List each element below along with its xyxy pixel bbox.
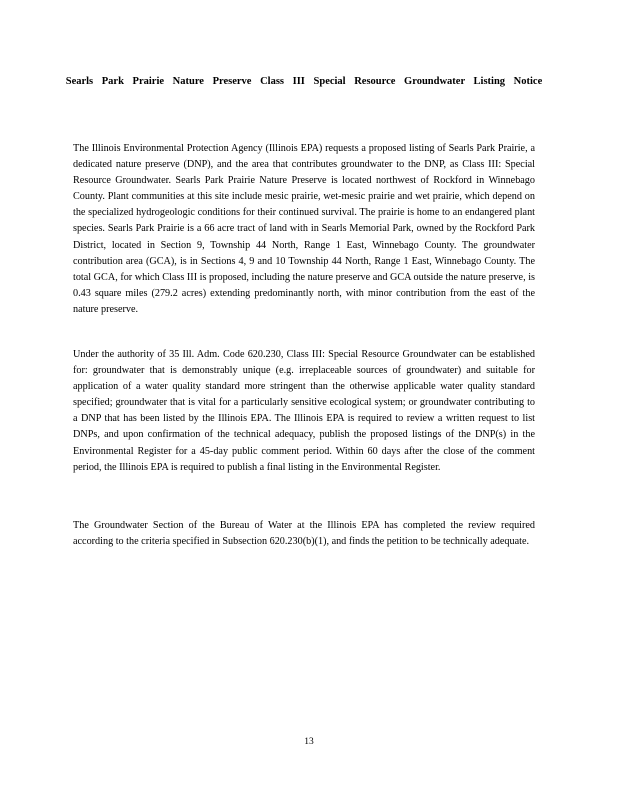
paragraph-authority: Under the authority of 35 Ill. Adm. Code 620.230, Class III: Special Resource Groundwater can be established for: groundwater that is demonstrably unique (e.g. irreplaceable sources of groundwater) and suitable for application of a water quality standard more stringent than the otherwise applicable water quality standard specified; groundwater that is vital for a particularly sensitive ecological system; or groundwater contributing to a DNP that has been listed by the Illinois EPA. The Illinois EPA is required to review a written request to list DNPs, and upon confirmation of the technical adequacy, publish the proposed listings of the DNP(s) in the Environmental Register for a 45-day public comment period. Within 60 days after the close of the comment period, the Illinois EPA is required to publish a final listing in the Environmental Register. [73,349,535,473]
paragraph-request: The Illinois Environmental Protection Agency (Illinois EPA) requests a proposed listing of Searls Park Prairie, a dedicated nature preserve (DNP), and the area that contributes groundwater to the DNP, as Class III: Special Resource Groundwater. Searls Park Prairie Nature Preserve is located northwest of Rockford in Winnebago County. Plant communities at this site include mesic prairie, wet-mesic prairie and wet prairie, which depend on the specialized hydrogeologic conditions for their continued survival. The prairie is home to an endangered plant species. Searls Park Prairie is a 66 acre tract of land with in Searls Memorial Park, owned by the Rockford Park District, located in Section 9, Township 44 North, Range 1 East, Winnebago County. The groundwater contribution area (GCA), is in Sections 4, 9 and 10 Township 44 North, Range 1 East, Winnebago County. The total GCA, for which Class III is proposed, including the nature preserve and GCA outside the nature preserve, is 0.43 square miles (279.2 acres) extending predominantly north, with minor contribution from the east of the nature preserve. [73,143,535,315]
page-number: 13 [304,737,314,747]
paragraph-review: The Groundwater Section of the Bureau of Water at the Illinois EPA has completed the review required according to the criteria specified in Subsection 620.230(b)(1), and finds the petition to be technically adequate. [73,520,535,548]
document-title: Searls Park Prairie Nature Preserve Class III Special Resource Groundwater Listing Notice [65,76,543,87]
